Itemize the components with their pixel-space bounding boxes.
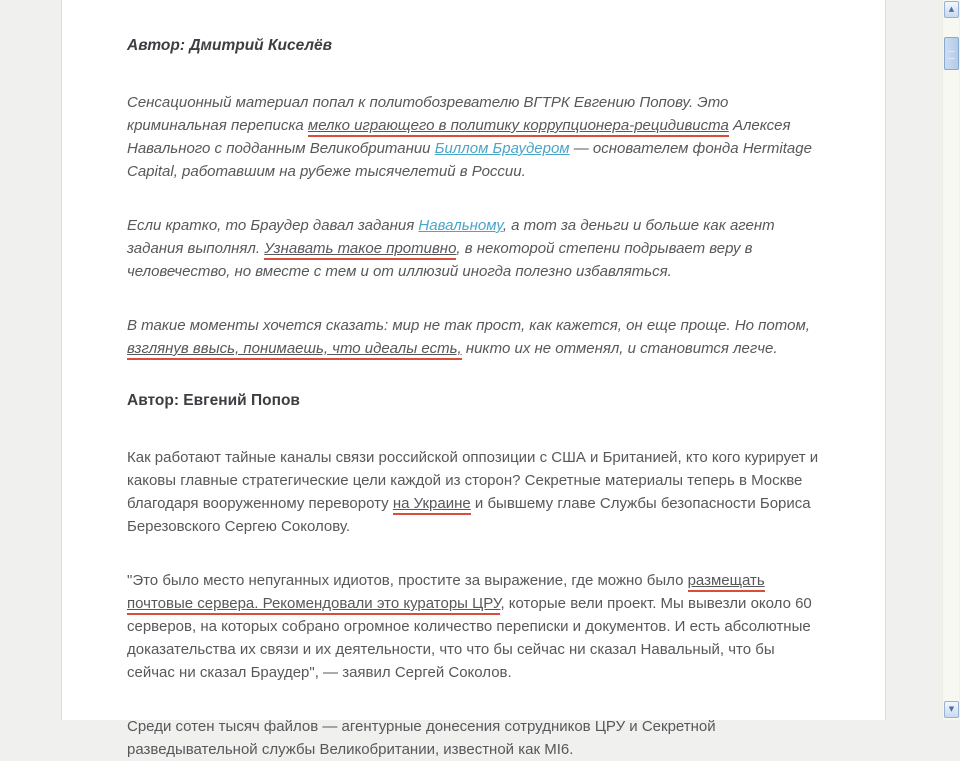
text-run: Сенсационный материал попал к политобозревателю ВГТРК Евгению Попову. Это криминальная переписка bbox=[127, 94, 729, 134]
red-marked-phrase: Узнавать такое противно bbox=[264, 240, 456, 260]
scroll-up-button[interactable] bbox=[944, 1, 959, 18]
text-run: никто их не отменял, и становится легче. bbox=[461, 340, 778, 357]
inline-link[interactable]: Навальному bbox=[418, 217, 503, 234]
text-run: Среди сотен тысяч файлов — агентурные донесения сотрудников ЦРУ и Секретной разведывательной службы Великобритании, известной как MI6. bbox=[127, 718, 716, 758]
text-run: "Это было место непуганных идиотов, простите за выражение, где можно было bbox=[127, 572, 688, 589]
paragraph bbox=[127, 314, 823, 360]
text-run: Как работают тайные каналы связи российской оппозиции с США и Британией, кто кого курирует и каковы главные стратегические цели каждой из сторон? Секретные материалы теперь в Москве благодаря вооруженному перевороту bbox=[127, 449, 819, 512]
red-marked-phrase: мелко играющего в политику коррупционера-рецидивиста bbox=[308, 117, 729, 137]
red-marked-phrase: размещать почтовые сервера. Рекомендовали это кураторы ЦРУ bbox=[127, 572, 765, 615]
author-heading: Автор: Евгений Попов bbox=[127, 392, 300, 409]
inline-link[interactable]: Биллом Браудером bbox=[434, 140, 570, 157]
text-run: и бывшему главе Службы безопасности Бориса Березовского Сергею Соколову. bbox=[127, 495, 811, 535]
author-heading: Автор: Дмитрий Киселёв bbox=[127, 37, 333, 54]
article-content-panel bbox=[61, 0, 886, 758]
text-run: — основателем фонда Hermitage Capital, работавшим на рубеже тысячелетий в России. bbox=[127, 140, 812, 180]
paragraph bbox=[127, 715, 823, 761]
text-run: Алексея Навального с подданным Великобритании bbox=[127, 117, 791, 157]
scrollbar-thumb[interactable] bbox=[944, 37, 959, 70]
paragraph bbox=[127, 569, 823, 684]
article bbox=[62, 0, 885, 761]
red-marked-phrase: на Украине bbox=[393, 495, 471, 515]
vertical-scrollbar[interactable] bbox=[942, 0, 959, 720]
text-run: , которые вели проект. Мы вывезли около 60 серверов, на которых собрано огромное количество переписки и документов. И есть абсолютные доказательства их связи и их деятельности, что что бы сейчас ни сказал Навальный, что бы сейчас ни сказал Браудер", — заявил Сергей Соколов. bbox=[127, 595, 812, 681]
text-run: , а тот за деньги и больше как агент задания выполнял. bbox=[127, 217, 775, 257]
text-run: , в некоторой степени подрывает веру в человечество, но вместе с тем и от иллюзий иногда полезно избавляться. bbox=[127, 240, 753, 280]
scroll-down-button[interactable] bbox=[944, 701, 959, 718]
paragraph bbox=[127, 446, 823, 538]
paragraph bbox=[127, 214, 823, 283]
text-run: В такие моменты хочется сказать: мир не так прост, как кажется, он еще проще. Но потом, bbox=[127, 317, 810, 334]
red-marked-phrase: взглянув ввысь, понимаешь, что идеалы есть, bbox=[127, 340, 462, 360]
scroll-down-icon: ▼ bbox=[948, 705, 955, 713]
paragraph bbox=[127, 91, 823, 183]
scroll-up-icon: ▲ bbox=[948, 5, 955, 13]
text-run: Если кратко, то Браудер давал задания bbox=[127, 217, 419, 234]
